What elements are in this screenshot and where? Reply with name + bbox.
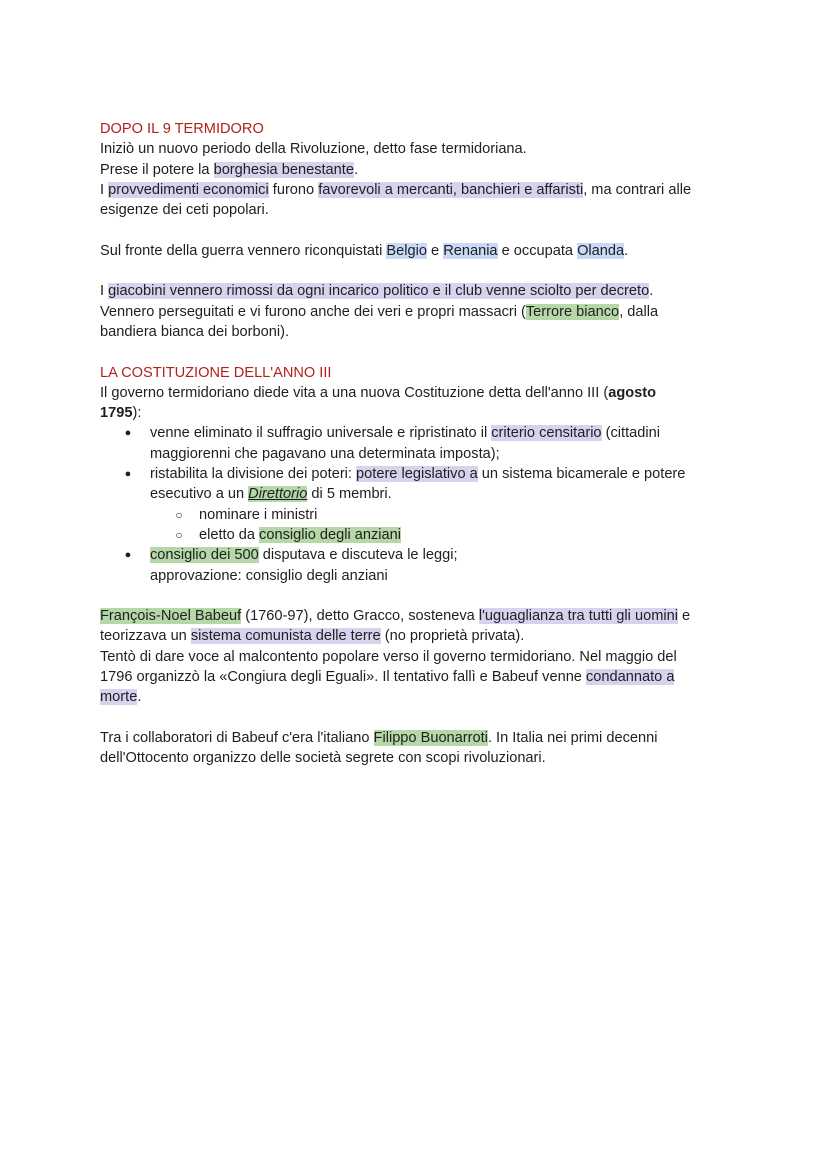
sub-list-item: ○ nominare i ministri <box>100 505 740 525</box>
section-heading: LA COSTITUZIONE DELL'ANNO III <box>100 364 332 381</box>
paragraph-line: I provvedimenti economici furono favorevoli a mercanti, banchieri e affaristi, ma contrari alle <box>100 181 692 198</box>
highlight-text: condannato a <box>585 669 675 686</box>
highlight-text: criterio censitario <box>491 425 602 442</box>
paragraph-line: Sul fronte della guerra vennero riconquistati Belgio e Renania e occupata Olanda. <box>100 242 629 259</box>
highlight-text: l'uguaglianza tra tutti gli uomini <box>478 608 678 625</box>
paragraph-line: dell'Ottocento organizzo delle società segrete con scopi rivoluzionari. <box>100 750 546 767</box>
paragraph-line: Tra i collaboratori di Babeuf c'era l'italiano Filippo Buonarroti. In Italia nei primi decenni <box>100 729 658 746</box>
paragraph-line: Il governo termidoriano diede vita a una nuova Costituzione detta dell'anno III (agosto <box>100 384 657 401</box>
blank-line <box>100 220 740 240</box>
paragraph-line: Prese il potere la borghesia benestante. <box>100 161 359 178</box>
list-item: ● ristabilita la divisione dei poteri: potere legislativo a un sistema bicamerale e potere esecutivo a un Direttorio di 5 membri. <box>100 464 740 505</box>
highlight-text: Olanda <box>577 242 625 259</box>
highlight-text: François-Noel Babeuf <box>100 608 242 625</box>
highlight-text: morte <box>100 689 138 706</box>
bullet-list <box>100 423 740 585</box>
highlight-text: borghesia benestante <box>213 161 354 178</box>
highlight-text: consiglio degli anziani <box>259 526 402 543</box>
highlight-text: provvedimenti economici <box>108 181 269 198</box>
bullet-icon: ● <box>124 427 132 440</box>
blank-line <box>100 586 740 606</box>
highlight-text: Renania <box>443 242 498 259</box>
highlight-text: Terrore bianco <box>525 303 620 320</box>
bold-text: agosto <box>608 384 657 401</box>
list-item: ● consiglio dei 500 disputava e discuteva le leggi; approvazione: consiglio degli anziani <box>100 545 740 586</box>
paragraph-line: bandiera bianca dei borboni). <box>100 323 290 340</box>
bold-text: 1795 <box>100 405 133 422</box>
list-item: ● venne eliminato il suffragio universale e ripristinato il criterio censitario (cittadini maggiorenni che pagavano una determinata imposta); <box>100 423 740 464</box>
paragraph-line: 1796 organizzò la «Congiura degli Eguali». Il tentativo fallì e Babeuf venne condannato a <box>100 669 675 686</box>
paragraph-line: esigenze dei ceti popolari. <box>100 202 269 219</box>
blank-line <box>100 342 740 362</box>
document-body <box>100 119 740 769</box>
sub-list-item: ○ eletto da consiglio degli anziani <box>100 525 740 545</box>
highlight-text: consiglio dei 500 <box>150 547 259 564</box>
paragraph-line: I giacobini vennero rimossi da ogni incarico politico e il club venne sciolto per decreto. <box>100 283 654 300</box>
bullet-icon: ● <box>124 468 132 481</box>
paragraph-line: François-Noel Babeuf (1760-97), detto Gracco, sosteneva l'uguaglianza tra tutti gli uomini e <box>100 608 691 625</box>
blank-line <box>100 708 740 728</box>
bullet-icon: ● <box>124 549 132 562</box>
highlight-text: sistema comunista delle terre <box>190 628 381 645</box>
paragraph-line: 1795): <box>100 405 142 422</box>
highlight-text: Filippo Buonarroti <box>373 729 488 746</box>
blank-line <box>100 261 740 281</box>
section-heading: DOPO IL 9 TERMIDORO <box>100 121 264 137</box>
paragraph-line: morte. <box>100 689 142 706</box>
paragraph-line: Iniziò un nuovo periodo della Rivoluzione, detto fase termidoriana. <box>100 141 527 158</box>
highlight-text: potere legislativo a <box>356 466 478 483</box>
circle-bullet-icon: ○ <box>175 527 183 542</box>
highlight-text: favorevoli a mercanti, banchieri e affaristi <box>318 181 584 198</box>
highlight-text: Belgio <box>386 242 427 259</box>
paragraph-line: Vennero perseguitati e vi furono anche dei veri e propri massacri (Terrore bianco, dalla <box>100 303 659 320</box>
paragraph-line: Tentò di dare voce al malcontento popolare verso il governo termidoriano. Nel maggio del <box>100 648 677 665</box>
direttorio-link[interactable]: Direttorio <box>248 486 308 503</box>
circle-bullet-icon: ○ <box>175 507 183 522</box>
highlight-text: giacobini vennero rimossi da ogni incarico politico e il club venne sciolto per decreto <box>108 283 650 300</box>
paragraph-line: teorizzava un sistema comunista delle terre (no proprietà privata). <box>100 628 525 645</box>
